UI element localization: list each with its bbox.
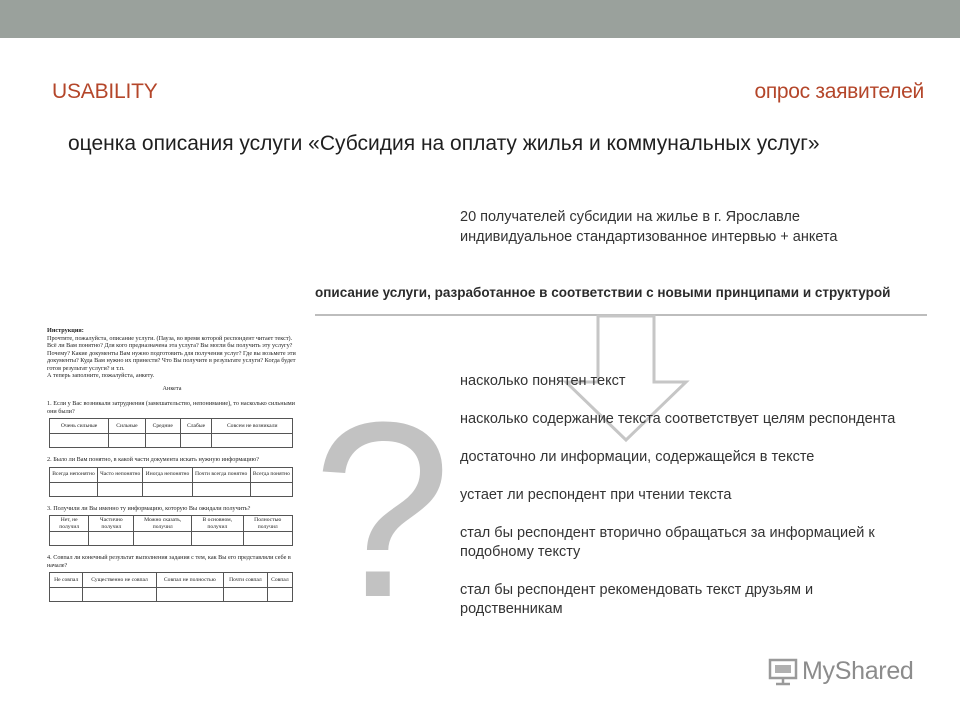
section-label: USABILITY	[52, 80, 158, 103]
answer-table-2	[49, 467, 293, 497]
table-cell: Всегда непонятно	[50, 467, 98, 482]
list-item: стал бы респондент вторично обращаться за информацией к подобному тексту	[460, 525, 875, 560]
table-cell: Не совпал	[50, 573, 83, 588]
list-item: устает ли респондент при чтении текста	[460, 487, 732, 503]
slide-title: оценка описания услуги «Субсидия на оплату жилья и коммунальных услуг»	[68, 132, 820, 155]
list-item: стал бы респондент рекомендовать текст друзьям и родственникам	[460, 582, 814, 617]
table-cell: Всегда понятно	[250, 467, 292, 482]
subsection-label: опрос заявителей	[754, 80, 924, 103]
questionnaire-document	[47, 327, 297, 652]
evaluation-criteria-list	[460, 372, 900, 638]
question-2: 2. Было ли Вам понятно, в какой части документа искать нужную информацию?	[47, 456, 259, 463]
list-item: насколько содержание текста соответствует целям респондента	[460, 411, 896, 427]
table-cell: Совпал не полностью	[156, 573, 223, 588]
watermark	[768, 656, 914, 686]
service-description-heading: описание услуги, разработанное в соответствии с новыми принципами и структурой	[315, 285, 891, 300]
question-1: 1. Если у Вас возникали затруднения (замешательство, непонимание), то насколько сильными они были?	[47, 400, 295, 415]
watermark-text: MyShared	[802, 656, 914, 685]
question-4: 4. Совпал ли конечный результат выполнения задания с тем, как Вы его представляли себе в начале?	[47, 554, 291, 569]
presentation-icon	[768, 656, 798, 686]
table-cell: Совсем не возникали	[212, 419, 293, 434]
study-sample: 20 получателей субсидии на жилье в г. Ярославле	[460, 209, 800, 225]
answer-table-1	[49, 418, 293, 448]
study-method: индивидуальное стандартизованное интервью + анкета	[460, 229, 838, 245]
question-mark-icon: ?	[312, 370, 452, 614]
table-cell: Очень сильные	[50, 419, 109, 434]
table-cell: Почти всегда понятно	[192, 467, 250, 482]
list-item: достаточно ли информации, содержащейся в тексте	[460, 449, 815, 465]
instruction-text: Прочтите, пожалуйста, описание услуги. (Пауза, во время которой респондент читает текст). Всё ли Вам понятно? Для кого предназначена эта услуга? Вы могли бы получить эту услугу? Почему? Какие документы Вам нужно подготовить для получения услуг? Где вы возьмете эти документы? Куда Вам нужно их принести? Что Вы получите в результате услуги? Когда будет готов результат услуги? и т.п.	[47, 334, 296, 372]
table-cell: Слабые	[180, 419, 212, 434]
table-cell: Почти совпал	[224, 573, 268, 588]
table-cell: Иногда непонятно	[143, 467, 192, 482]
table-cell: Полностью получил	[243, 516, 292, 532]
table-cell: Можно сказать, получил	[134, 516, 192, 532]
instruction-end: А теперь заполните, пожалуйста, анкету.	[47, 372, 155, 379]
study-description	[460, 207, 837, 247]
question-3: 3. Получили ли Вы именно ту информацию, которую Вы ожидали получить?	[47, 504, 251, 512]
table-cell: В основном, получил	[192, 516, 243, 532]
table-cell: Часто непонятно	[97, 467, 143, 482]
form-title: Анкета	[162, 384, 182, 392]
table-cell: Частично получил	[89, 516, 134, 532]
table-cell: Сильные	[109, 419, 146, 434]
table-cell: Совпал	[267, 573, 292, 588]
answer-table-4	[49, 572, 293, 602]
answer-table-3	[49, 515, 293, 546]
top-bar	[0, 0, 960, 38]
table-cell: Средние	[145, 419, 180, 434]
list-item: насколько понятен текст	[460, 373, 626, 389]
table-cell: Нет, не получил	[50, 516, 89, 532]
instruction-heading: Инструкция:	[47, 327, 84, 334]
table-cell: Существенно не совпал	[83, 573, 156, 588]
